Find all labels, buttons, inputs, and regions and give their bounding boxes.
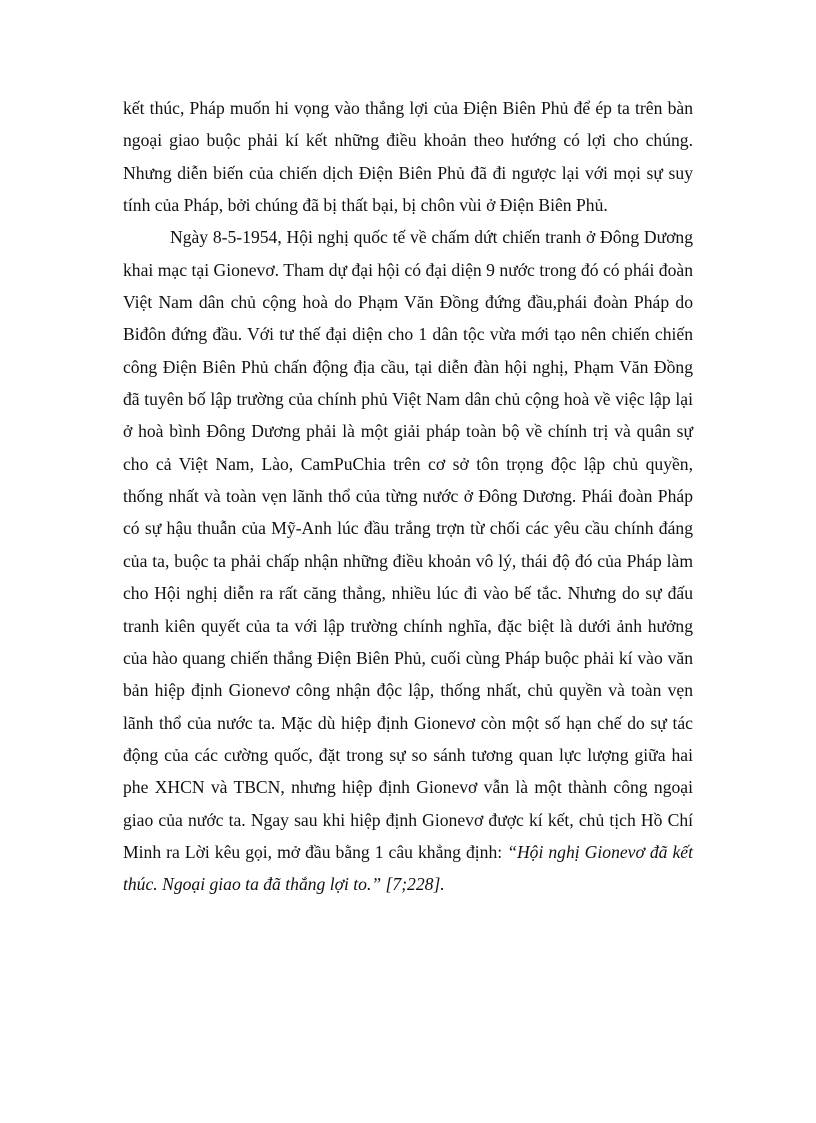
body-text xyxy=(123,92,693,901)
paragraph-geneva-conference xyxy=(123,221,693,900)
paragraph-1-text: kết thúc, Pháp muốn hi vọng vào thắng lợi của Điện Biên Phủ để ép ta trên bàn ngoại giao buộc phải kí kết những điều khoản theo hướng có lợi cho chúng. Nhưng diễn biến của chiến dịch Điện Biên Phủ đã đi ngược lại với mọi sự suy tính của Pháp, bởi chúng đã bị thất bại, bị chôn vùi ở Điện Biên Phủ. xyxy=(123,98,693,216)
paragraph-continuation xyxy=(123,92,693,221)
ho-chi-minh-quote: “Hội nghị Gionevơ đã kết thúc. Ngoại giao ta đã thắng lợi to.” [7;228]. xyxy=(123,841,694,895)
paragraph-2-text: Ngày 8-5-1954, Hội nghị quốc tế về chấm dứt chiến tranh ở Đông Dương khai mạc tại Gionevơ. Tham dự đại hội có đại diện 9 nước trong đó có phái đoàn Việt Nam dân chủ cộng hoà do Phạm Văn Đồng đứng đầu,phái đoàn Pháp do Biđôn đứng đầu. Với tư thế đại diện cho 1 dân tộc vừa mới tạo nên chiến chiến công Điện Biên Phủ chấn động địa cầu, tại diễn đàn hội nghị, Phạm Văn Đồng đã tuyên bố lập trường của chính phủ Việt Nam dân chủ cộng hoà về việc lập lại ở hoà bình Đông Dương phải là một giải pháp toàn bộ về chính trị và quân sự cho cả Việt Nam, Lào, CamPuChia trên cơ sở tôn trọng độc lập chủ quyền, thống nhất và toàn vẹn lãnh thổ của từng nước ở Đông Dương. Phái đoàn Pháp có sự hậu thuẫn của Mỹ-Anh lúc đầu trắng trợn từ chối các yêu cầu chính đáng của ta, buộc ta phải chấp nhận những điều khoản vô lý, thái độ đó của Pháp làm cho Hội nghị diễn ra rất căng thẳng, nhiều lúc đi vào bế tắc. Nhưng do sự đấu tranh kiên quyết của ta với lập trường chính nghĩa, đặc biệt là dưới ảnh hưởng của hào quang chiến thắng Điện Biên Phủ, cuối cùng Pháp buộc phải kí vào văn bản hiệp định Gionevơ công nhận độc lập, thống nhất, chủ quyền và toàn vẹn lãnh thổ của nước ta. Mặc dù hiệp định Gionevơ còn một số hạn chế do sự tác động của các cường quốc, đặt trong sự so sánh tương quan lực lượng giữa hai phe XHCN và TBCN, nhưng hiệp định Gionevơ vẫn là một thành công ngoại giao của nước ta. Ngay sau khi hiệp định Gionevơ được kí kết, chủ tịch Hồ Chí Minh ra Lời kêu gọi, mở đầu bằng 1 câu khẳng định: xyxy=(123,227,693,862)
